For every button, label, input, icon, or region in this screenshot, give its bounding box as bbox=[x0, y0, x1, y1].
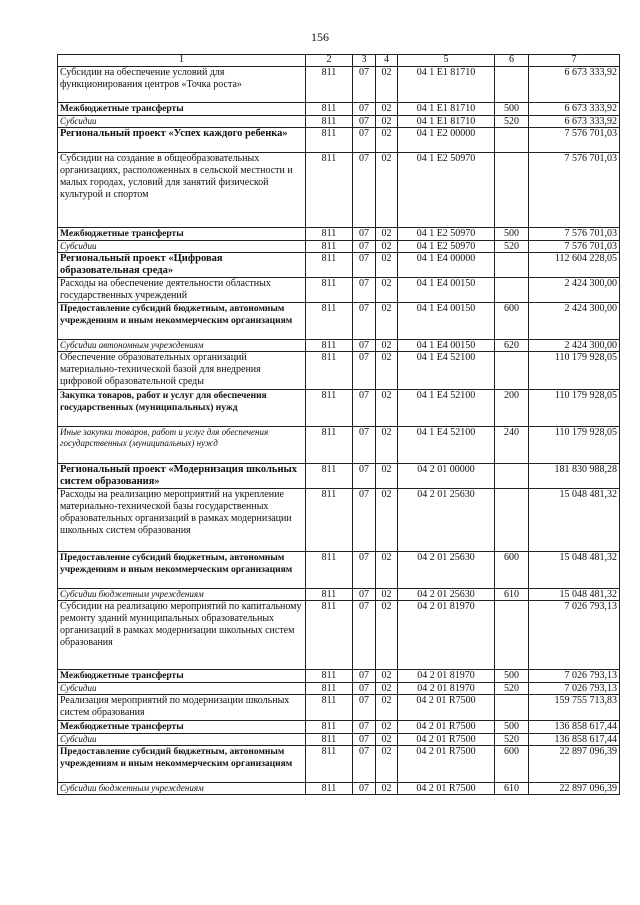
amount-cell: 7 026 793,13 bbox=[529, 683, 620, 695]
amount-cell: 136 858 617,44 bbox=[529, 734, 620, 746]
subsection-code-cell: 02 bbox=[376, 721, 398, 734]
target-article-cell: 04 2 01 25630 bbox=[398, 589, 495, 601]
amount-cell: 159 755 713,83 bbox=[529, 695, 620, 721]
item-name-cell: Субсидии на обеспечение условий для функционирования центров «Точка роста» bbox=[58, 67, 306, 103]
expense-type-cell bbox=[495, 695, 529, 721]
amount-cell: 6 673 333,92 bbox=[529, 103, 620, 116]
amount-cell: 15 048 481,32 bbox=[529, 489, 620, 552]
amount-cell: 2 424 300,00 bbox=[529, 278, 620, 303]
target-article-cell: 04 1 E2 50970 bbox=[398, 153, 495, 228]
subsection-code-cell: 02 bbox=[376, 116, 398, 128]
item-name-cell: Субсидии на создание в общеобразовательных организациях, расположенных в сельской местности и малых городах, условий для занятий физической культурой и спортом bbox=[58, 153, 306, 228]
item-name-cell: Закупка товаров, работ и услуг для обеспечения государственных (муниципальных) нужд bbox=[58, 390, 306, 427]
table-row bbox=[58, 721, 620, 734]
department-code-cell: 811 bbox=[306, 390, 353, 427]
department-code-cell: 811 bbox=[306, 253, 353, 278]
item-name-cell: Региональный проект «Цифровая образовательная среда» bbox=[58, 253, 306, 278]
item-name-cell: Субсидии автономным учреждениям bbox=[58, 340, 306, 352]
department-code-cell: 811 bbox=[306, 427, 353, 464]
department-code-cell: 811 bbox=[306, 303, 353, 340]
section-code-cell: 07 bbox=[353, 390, 376, 427]
table-row bbox=[58, 552, 620, 589]
amount-cell: 181 830 988,28 bbox=[529, 464, 620, 489]
subsection-code-cell: 02 bbox=[376, 241, 398, 253]
amount-cell: 110 179 928,05 bbox=[529, 390, 620, 427]
department-code-cell: 811 bbox=[306, 67, 353, 103]
item-name-cell: Иные закупки товаров, работ и услуг для обеспечения государственных (муниципальных) нужд bbox=[58, 427, 306, 464]
section-code-cell: 07 bbox=[353, 67, 376, 103]
amount-cell: 110 179 928,05 bbox=[529, 427, 620, 464]
table-row bbox=[58, 67, 620, 103]
item-name-cell: Субсидии bbox=[58, 116, 306, 128]
department-code-cell: 811 bbox=[306, 228, 353, 241]
expense-type-cell: 620 bbox=[495, 340, 529, 352]
expense-type-cell bbox=[495, 128, 529, 153]
target-article-cell: 04 2 01 81970 bbox=[398, 683, 495, 695]
column-number-cell: 2 bbox=[306, 55, 353, 67]
expense-type-cell: 610 bbox=[495, 589, 529, 601]
item-name-cell: Региональный проект «Модернизация школьных систем образования» bbox=[58, 464, 306, 489]
target-article-cell: 04 1 E4 00150 bbox=[398, 303, 495, 340]
section-code-cell: 07 bbox=[353, 278, 376, 303]
expense-type-cell: 600 bbox=[495, 303, 529, 340]
section-code-cell: 07 bbox=[353, 746, 376, 783]
amount-cell: 15 048 481,32 bbox=[529, 589, 620, 601]
department-code-cell: 811 bbox=[306, 552, 353, 589]
subsection-code-cell: 02 bbox=[376, 303, 398, 340]
section-code-cell: 07 bbox=[353, 783, 376, 795]
table-row bbox=[58, 783, 620, 795]
item-name-cell: Субсидии бюджетным учреждениям bbox=[58, 589, 306, 601]
table-row bbox=[58, 352, 620, 390]
expense-type-cell: 610 bbox=[495, 783, 529, 795]
subsection-code-cell: 02 bbox=[376, 783, 398, 795]
section-code-cell: 07 bbox=[353, 601, 376, 670]
target-article-cell: 04 2 01 R7500 bbox=[398, 746, 495, 783]
expense-type-cell: 500 bbox=[495, 103, 529, 116]
amount-cell: 2 424 300,00 bbox=[529, 303, 620, 340]
item-name-cell: Расходы на реализацию мероприятий на укрепление материально-технической базы государственных образовательных организаций в рамках модернизации школьных систем образования bbox=[58, 489, 306, 552]
table-row bbox=[58, 746, 620, 783]
department-code-cell: 811 bbox=[306, 103, 353, 116]
table-row bbox=[58, 734, 620, 746]
subsection-code-cell: 02 bbox=[376, 552, 398, 589]
subsection-code-cell: 02 bbox=[376, 67, 398, 103]
item-name-cell: Реализация мероприятий по модернизации школьных систем образования bbox=[58, 695, 306, 721]
amount-cell: 7 026 793,13 bbox=[529, 670, 620, 683]
expense-type-cell bbox=[495, 352, 529, 390]
column-number-cell: 5 bbox=[398, 55, 495, 67]
expense-type-cell: 520 bbox=[495, 734, 529, 746]
table-row bbox=[58, 303, 620, 340]
amount-cell: 110 179 928,05 bbox=[529, 352, 620, 390]
target-article-cell: 04 1 E1 81710 bbox=[398, 67, 495, 103]
item-name-cell: Межбюджетные трансферты bbox=[58, 721, 306, 734]
section-code-cell: 07 bbox=[353, 116, 376, 128]
expense-type-cell: 600 bbox=[495, 746, 529, 783]
item-name-cell: Предоставление субсидий бюджетным, автономным учреждениям и иным некоммерческим организациям bbox=[58, 746, 306, 783]
department-code-cell: 811 bbox=[306, 721, 353, 734]
expense-type-cell bbox=[495, 253, 529, 278]
expense-type-cell: 200 bbox=[495, 390, 529, 427]
expense-type-cell bbox=[495, 489, 529, 552]
table-row bbox=[58, 241, 620, 253]
expense-type-cell bbox=[495, 153, 529, 228]
subsection-code-cell: 02 bbox=[376, 153, 398, 228]
subsection-code-cell: 02 bbox=[376, 340, 398, 352]
subsection-code-cell: 02 bbox=[376, 695, 398, 721]
department-code-cell: 811 bbox=[306, 783, 353, 795]
table-row bbox=[58, 683, 620, 695]
subsection-code-cell: 02 bbox=[376, 601, 398, 670]
target-article-cell: 04 1 E2 00000 bbox=[398, 128, 495, 153]
target-article-cell: 04 2 01 R7500 bbox=[398, 695, 495, 721]
column-number-cell: 4 bbox=[376, 55, 398, 67]
amount-cell: 7 576 701,03 bbox=[529, 128, 620, 153]
expense-type-cell: 500 bbox=[495, 721, 529, 734]
table-row bbox=[58, 253, 620, 278]
column-number-cell: 1 bbox=[58, 55, 306, 67]
department-code-cell: 811 bbox=[306, 128, 353, 153]
subsection-code-cell: 02 bbox=[376, 352, 398, 390]
expense-type-cell: 520 bbox=[495, 683, 529, 695]
department-code-cell: 811 bbox=[306, 589, 353, 601]
department-code-cell: 811 bbox=[306, 340, 353, 352]
department-code-cell: 811 bbox=[306, 153, 353, 228]
item-name-cell: Обеспечение образовательных организаций материально-технической базой для внедрения цифровой образовательной среды bbox=[58, 352, 306, 390]
section-code-cell: 07 bbox=[353, 721, 376, 734]
target-article-cell: 04 1 E2 50970 bbox=[398, 241, 495, 253]
target-article-cell: 04 2 01 25630 bbox=[398, 552, 495, 589]
section-code-cell: 07 bbox=[353, 340, 376, 352]
item-name-cell: Субсидии bbox=[58, 734, 306, 746]
section-code-cell: 07 bbox=[353, 103, 376, 116]
expense-type-cell bbox=[495, 601, 529, 670]
expense-type-cell bbox=[495, 464, 529, 489]
target-article-cell: 04 1 E4 00150 bbox=[398, 278, 495, 303]
section-code-cell: 07 bbox=[353, 489, 376, 552]
target-article-cell: 04 1 E1 81710 bbox=[398, 116, 495, 128]
subsection-code-cell: 02 bbox=[376, 489, 398, 552]
section-code-cell: 07 bbox=[353, 128, 376, 153]
target-article-cell: 04 1 E4 52100 bbox=[398, 352, 495, 390]
section-code-cell: 07 bbox=[353, 153, 376, 228]
item-name-cell: Субсидии bbox=[58, 241, 306, 253]
table-row bbox=[58, 116, 620, 128]
amount-cell: 2 424 300,00 bbox=[529, 340, 620, 352]
section-code-cell: 07 bbox=[353, 695, 376, 721]
column-number-row bbox=[58, 55, 620, 67]
subsection-code-cell: 02 bbox=[376, 746, 398, 783]
subsection-code-cell: 02 bbox=[376, 103, 398, 116]
target-article-cell: 04 2 01 R7500 bbox=[398, 734, 495, 746]
table-row bbox=[58, 601, 620, 670]
item-name-cell: Межбюджетные трансферты bbox=[58, 228, 306, 241]
column-number-cell: 3 bbox=[353, 55, 376, 67]
target-article-cell: 04 2 01 R7500 bbox=[398, 783, 495, 795]
table-row bbox=[58, 103, 620, 116]
section-code-cell: 07 bbox=[353, 241, 376, 253]
target-article-cell: 04 2 01 00000 bbox=[398, 464, 495, 489]
section-code-cell: 07 bbox=[353, 589, 376, 601]
department-code-cell: 811 bbox=[306, 241, 353, 253]
subsection-code-cell: 02 bbox=[376, 683, 398, 695]
table-row bbox=[58, 464, 620, 489]
department-code-cell: 811 bbox=[306, 278, 353, 303]
subsection-code-cell: 02 bbox=[376, 253, 398, 278]
section-code-cell: 07 bbox=[353, 427, 376, 464]
expense-type-cell bbox=[495, 67, 529, 103]
table-row bbox=[58, 670, 620, 683]
subsection-code-cell: 02 bbox=[376, 589, 398, 601]
target-article-cell: 04 2 01 R7500 bbox=[398, 721, 495, 734]
expense-type-cell: 600 bbox=[495, 552, 529, 589]
target-article-cell: 04 1 E4 00150 bbox=[398, 340, 495, 352]
amount-cell: 112 604 228,05 bbox=[529, 253, 620, 278]
table-row bbox=[58, 695, 620, 721]
table-row bbox=[58, 589, 620, 601]
department-code-cell: 811 bbox=[306, 352, 353, 390]
amount-cell: 22 897 096,39 bbox=[529, 783, 620, 795]
table-row bbox=[58, 340, 620, 352]
target-article-cell: 04 1 E2 50970 bbox=[398, 228, 495, 241]
target-article-cell: 04 1 E4 00000 bbox=[398, 253, 495, 278]
target-article-cell: 04 2 01 25630 bbox=[398, 489, 495, 552]
amount-cell: 7 576 701,03 bbox=[529, 153, 620, 228]
expense-type-cell bbox=[495, 278, 529, 303]
department-code-cell: 811 bbox=[306, 116, 353, 128]
section-code-cell: 07 bbox=[353, 683, 376, 695]
amount-cell: 15 048 481,32 bbox=[529, 552, 620, 589]
section-code-cell: 07 bbox=[353, 670, 376, 683]
table-row bbox=[58, 128, 620, 153]
subsection-code-cell: 02 bbox=[376, 427, 398, 464]
section-code-cell: 07 bbox=[353, 552, 376, 589]
item-name-cell: Субсидии bbox=[58, 683, 306, 695]
section-code-cell: 07 bbox=[353, 352, 376, 390]
amount-cell: 136 858 617,44 bbox=[529, 721, 620, 734]
item-name-cell: Предоставление субсидий бюджетным, автономным учреждениям и иным некоммерческим организациям bbox=[58, 552, 306, 589]
item-name-cell: Субсидии на реализацию мероприятий по капитальному ремонту зданий муниципальных образовательных организаций в рамках модернизации школьных систем образования bbox=[58, 601, 306, 670]
amount-cell: 22 897 096,39 bbox=[529, 746, 620, 783]
item-name-cell: Расходы на обеспечение деятельности областных государственных учреждений bbox=[58, 278, 306, 303]
amount-cell: 7 576 701,03 bbox=[529, 241, 620, 253]
subsection-code-cell: 02 bbox=[376, 278, 398, 303]
table-row bbox=[58, 153, 620, 228]
subsection-code-cell: 02 bbox=[376, 128, 398, 153]
department-code-cell: 811 bbox=[306, 683, 353, 695]
item-name-cell: Межбюджетные трансферты bbox=[58, 103, 306, 116]
item-name-cell: Межбюджетные трансферты bbox=[58, 670, 306, 683]
target-article-cell: 04 2 01 81970 bbox=[398, 670, 495, 683]
subsection-code-cell: 02 bbox=[376, 734, 398, 746]
target-article-cell: 04 2 01 81970 bbox=[398, 601, 495, 670]
expense-type-cell: 500 bbox=[495, 228, 529, 241]
expense-type-cell: 240 bbox=[495, 427, 529, 464]
page-number: 156 bbox=[311, 30, 329, 44]
table-row bbox=[58, 489, 620, 552]
department-code-cell: 811 bbox=[306, 670, 353, 683]
target-article-cell: 04 1 E4 52100 bbox=[398, 427, 495, 464]
table-row bbox=[58, 390, 620, 427]
department-code-cell: 811 bbox=[306, 734, 353, 746]
section-code-cell: 07 bbox=[353, 228, 376, 241]
amount-cell: 6 673 333,92 bbox=[529, 67, 620, 103]
expense-type-cell: 520 bbox=[495, 241, 529, 253]
department-code-cell: 811 bbox=[306, 746, 353, 783]
item-name-cell: Предоставление субсидий бюджетным, автономным учреждениям и иным некоммерческим организациям bbox=[58, 303, 306, 340]
subsection-code-cell: 02 bbox=[376, 464, 398, 489]
section-code-cell: 07 bbox=[353, 303, 376, 340]
department-code-cell: 811 bbox=[306, 601, 353, 670]
amount-cell: 7 026 793,13 bbox=[529, 601, 620, 670]
amount-cell: 6 673 333,92 bbox=[529, 116, 620, 128]
expense-type-cell: 520 bbox=[495, 116, 529, 128]
item-name-cell: Субсидии бюджетным учреждениям bbox=[58, 783, 306, 795]
column-number-cell: 7 bbox=[529, 55, 620, 67]
item-name-cell: Региональный проект «Успех каждого ребенка» bbox=[58, 128, 306, 153]
amount-cell: 7 576 701,03 bbox=[529, 228, 620, 241]
table-row bbox=[58, 228, 620, 241]
section-code-cell: 07 bbox=[353, 253, 376, 278]
subsection-code-cell: 02 bbox=[376, 390, 398, 427]
section-code-cell: 07 bbox=[353, 734, 376, 746]
target-article-cell: 04 1 E4 52100 bbox=[398, 390, 495, 427]
department-code-cell: 811 bbox=[306, 489, 353, 552]
department-code-cell: 811 bbox=[306, 464, 353, 489]
table-row bbox=[58, 278, 620, 303]
table-row bbox=[58, 427, 620, 464]
target-article-cell: 04 1 E1 81710 bbox=[398, 103, 495, 116]
department-code-cell: 811 bbox=[306, 695, 353, 721]
expense-type-cell: 500 bbox=[495, 670, 529, 683]
subsection-code-cell: 02 bbox=[376, 670, 398, 683]
budget-table bbox=[57, 54, 620, 795]
subsection-code-cell: 02 bbox=[376, 228, 398, 241]
section-code-cell: 07 bbox=[353, 464, 376, 489]
column-number-cell: 6 bbox=[495, 55, 529, 67]
